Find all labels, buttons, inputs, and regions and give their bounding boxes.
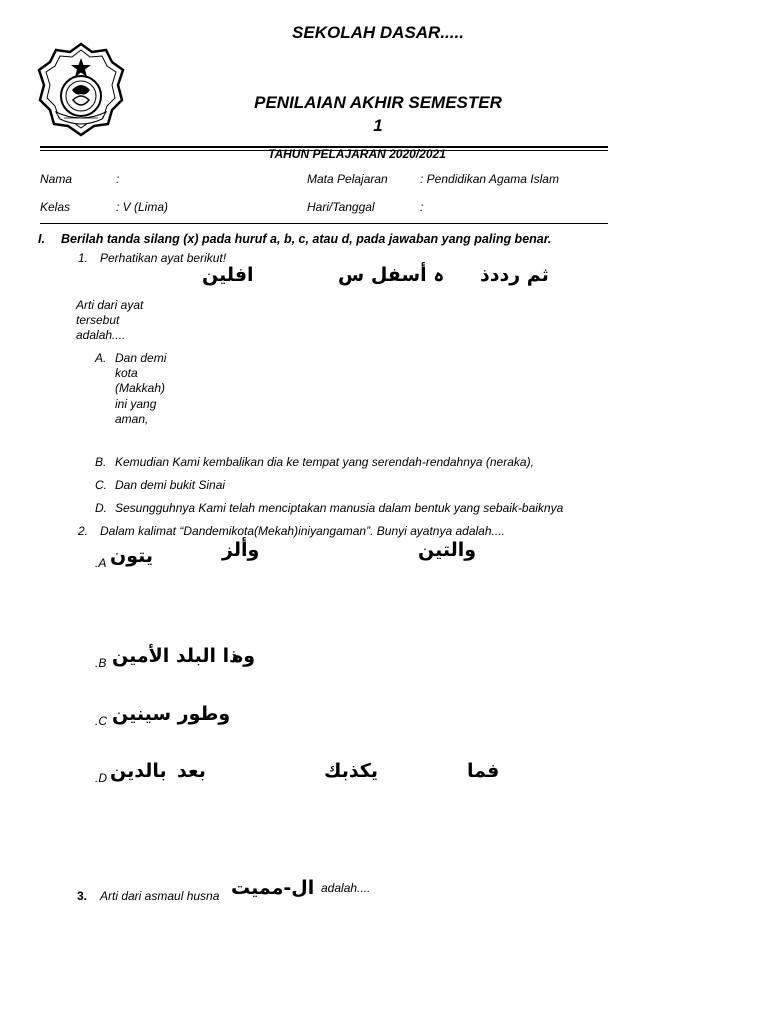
q1-arabic-3: افلين — [202, 264, 254, 286]
q3-number: 3. — [77, 889, 88, 903]
q1-option-a-line: Dan demi — [115, 351, 167, 365]
q2-option-d-word: فما — [467, 760, 500, 782]
q1-option-b-text: Kemudian Kami kembalikan dia ke tempat yang serendah-rendahnya (neraka), — [115, 455, 534, 469]
q2-option-a-word: وألز — [222, 539, 260, 561]
q1-arti-line: tersebut — [76, 313, 120, 327]
q1-option-a-line: ini yang — [115, 397, 157, 411]
subject-label: Mata Pelajaran — [307, 172, 388, 186]
q1-arabic-1: ثم رددذ — [480, 264, 549, 286]
q1-option-a-letter[interactable]: A. — [95, 351, 107, 365]
q2-option-a-letter[interactable]: .A — [95, 556, 107, 570]
q1-option-b-letter[interactable]: B. — [95, 455, 107, 469]
q2-option-a-word: والتين — [418, 539, 477, 561]
q2-option-b-word: وه — [232, 645, 256, 667]
name-label: Nama — [40, 172, 73, 186]
section-number: I. — [38, 232, 45, 246]
q1-number: 1. — [78, 251, 89, 265]
q3-arabic: ال-مميت — [231, 877, 315, 899]
q1-option-d-text: Sesungguhnya Kami telah menciptakan manusia dalam bentuk yang sebaik-baiknya — [115, 501, 564, 515]
q1-option-d-letter[interactable]: D. — [95, 501, 107, 515]
q3-text: Arti dari asmaul husna — [100, 889, 220, 903]
q3-suffix: adalah.... — [321, 881, 371, 895]
name-value[interactable]: : — [116, 172, 120, 186]
q2-option-d-letter[interactable]: .D — [95, 771, 107, 785]
q2-option-b-letter[interactable]: .B — [95, 656, 107, 670]
q1-option-a-line: (Makkah) — [115, 381, 166, 395]
semester-number: 1 — [373, 116, 383, 135]
q1-prompt: Perhatikan ayat berikut! — [100, 251, 227, 265]
q2-option-b-word: ذا البلد الأمين — [112, 645, 239, 667]
q1-arti-line: Arti dari ayat — [76, 298, 144, 312]
q1-option-a-line: kota — [115, 366, 138, 380]
q1-arti-line: adalah.... — [76, 328, 126, 342]
subject-value: : Pendidikan Agama Islam — [420, 172, 559, 186]
class-label: Kelas — [40, 200, 71, 214]
school-title: SEKOLAH DASAR..... — [292, 23, 464, 42]
info-rule — [40, 223, 608, 224]
q2-option-c-letter[interactable]: .C — [95, 714, 107, 728]
academic-year: TAHUN PELAJARAN 2020/2021 — [268, 147, 446, 161]
q2-option-d-word: يكذبك — [324, 760, 378, 782]
q1-option-c-text: Dan demi bukit Sinai — [115, 478, 226, 492]
q1-option-a-line: aman, — [115, 412, 149, 426]
day-value[interactable]: : — [420, 200, 424, 214]
q2-option-a-word: يتون — [110, 545, 154, 567]
day-label: Hari/Tanggal — [307, 200, 375, 214]
q2-option-d-word: بالدين — [110, 760, 167, 782]
class-value: : V (Lima) — [116, 200, 169, 214]
q2-number: 2. — [78, 524, 89, 538]
q1-arabic-2: ہ أسفل س — [338, 264, 445, 286]
q2-option-d-word: بعد — [177, 760, 206, 782]
section-instruction: Berilah tanda silang (x) pada huruf a, b, c, atau d, pada jawaban yang paling benar. — [61, 232, 552, 246]
assessment-title: PENILAIAN AKHIR SEMESTER — [254, 93, 502, 112]
q2-text: Dalam kalimat “Dandemikota(Mekah)iniyangaman”. Bunyi ayatnya adalah.... — [100, 524, 505, 538]
q2-option-c-word: وطور سينين — [112, 703, 231, 725]
q1-option-c-letter[interactable]: C. — [95, 478, 107, 492]
